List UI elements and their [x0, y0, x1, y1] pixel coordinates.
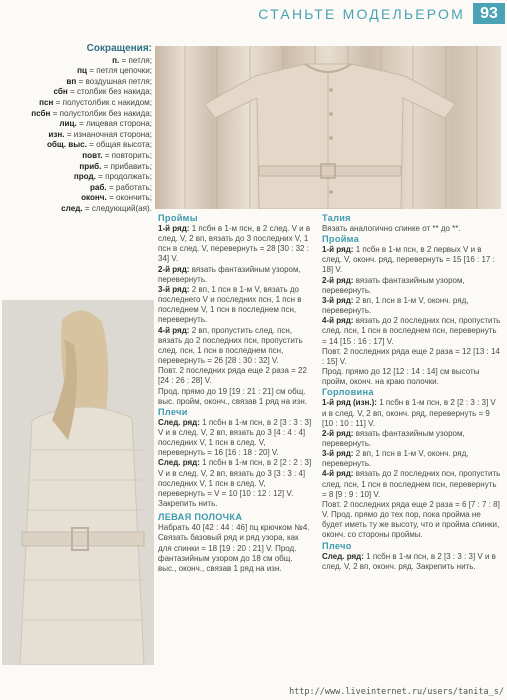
- proimy-row-4: [158, 326, 313, 367]
- proimy-repeat: Повт. 2 последних ряда еще 2 раза = 22 [24 : 26 : 28] V.: [158, 366, 307, 386]
- abbreviation-item: [18, 183, 152, 194]
- model-back-photo: [2, 300, 154, 665]
- row-label: 4-й ряд:: [158, 325, 190, 335]
- abbreviation-term: приб.: [79, 161, 102, 171]
- abbreviation-term: пц: [77, 66, 87, 76]
- row-label: След. ряд:: [158, 458, 200, 468]
- abbreviation-term: раб.: [89, 182, 107, 192]
- proima-row-1: [322, 245, 502, 275]
- abbreviation-term: вп: [66, 76, 77, 86]
- abbreviation-item: [18, 56, 152, 67]
- gorlovina-row-1: [322, 398, 502, 428]
- abbreviation-term: лиц.: [59, 119, 77, 129]
- plechi-row-1: [158, 418, 313, 459]
- heading-taliya: Талия: [322, 213, 351, 223]
- row-label: 3-й ряд:: [322, 449, 354, 459]
- abbreviation-meaning: = продолжать;: [98, 172, 152, 182]
- proimy-row-3: [158, 285, 313, 326]
- abbreviation-meaning: = полустолбик без накида;: [52, 108, 152, 118]
- row-text: 1 псбн в 1-м псн, в 2 след. V и в след. V, 2 вп, вязать до 3 последних V, 1 псн в след. V, перевернуть = 28 [30 : 32 : 34] V.: [158, 224, 311, 264]
- proima-row-4: [322, 316, 502, 346]
- abbreviation-item: [18, 77, 152, 88]
- abbreviation-term: общ. выс.: [46, 140, 87, 150]
- proima-continue: Прод. прямо до 12 [12 : 14 : 14] см высоты пройм, оконч. на краю полочки.: [322, 367, 480, 387]
- abbreviation-meaning: = повторить;: [104, 150, 152, 160]
- page-number-badge: 93: [473, 3, 505, 24]
- row-label: 2-й ряд:: [158, 264, 190, 274]
- row-label: 4-й ряд:: [322, 469, 354, 479]
- abbreviation-term: сбн: [53, 87, 68, 97]
- row-text: 2 вп, 1 псн в 1-м V, оконч. ряд, перевернуть.: [322, 295, 469, 316]
- abbreviation-item: [18, 172, 152, 183]
- instructions-column-1: [158, 213, 313, 574]
- abbreviation-item: [18, 87, 152, 98]
- row-text: 2 вп, 1 псн в 1-м V, вязать до последнего V и последних псн, 1 псн в последнем V, 1 псн в последнем псн, перевернуть.: [158, 284, 302, 325]
- plecho-row-1: [322, 552, 502, 572]
- abbreviation-term: псн: [39, 97, 54, 107]
- abbreviation-term: п.: [112, 55, 120, 65]
- row-label: 3-й ряд:: [158, 284, 190, 294]
- abbreviation-item: [18, 109, 152, 120]
- abbreviations-items: [18, 56, 152, 215]
- abbreviation-meaning: = изнаночная сторона;: [66, 129, 152, 139]
- gorlovina-row-4: [322, 469, 502, 499]
- abbreviations-title: Сокращения:: [86, 43, 152, 54]
- taliya-text: Вязать аналогично спинке от ** до **.: [322, 224, 461, 233]
- abbreviation-term: изн.: [48, 129, 65, 139]
- row-label: 3-й ряд:: [322, 295, 354, 305]
- abbreviations-list: [18, 44, 152, 215]
- proimy-row-2: [158, 265, 313, 285]
- row-label: 1-й ряд:: [322, 245, 354, 255]
- proima-row-3: [322, 296, 502, 316]
- abbreviation-item: [18, 66, 152, 77]
- row-text: вязать фантазийным узором, перевернуть.: [158, 264, 301, 284]
- heading-proima: Пройма: [322, 234, 360, 245]
- abbreviation-item: [18, 140, 152, 151]
- gorlovina-row-3: [322, 449, 502, 469]
- row-label: 2-й ряд:: [322, 428, 354, 438]
- abbreviation-term: прод.: [73, 172, 96, 182]
- section-title: СТАНЬТЕ МОДЕЛЬЕРОМ: [258, 6, 465, 22]
- abbreviation-item: [18, 204, 152, 215]
- abbreviation-meaning: = лицевая сторона;: [79, 119, 152, 129]
- row-text: 1 псбн в 1-м псн, в 2 [3 : 3 : 3] V и в след. V, 2 вп, вязать до 3 [4 : 4 : 4] последних V, 1 псн в след. V, перевернуть = 16 [16 : 18 : 20] V.: [158, 417, 312, 458]
- abbreviation-item: [18, 162, 152, 173]
- abbreviation-item: [18, 130, 152, 141]
- abbreviation-item: [18, 193, 152, 204]
- abbreviation-meaning: = петля цепочки;: [89, 66, 152, 76]
- row-text: 1 псбн в 1-м псн, в 2 [2 : 2 : 3] V и в след. V, 2 вп, вязать до 3 [3 : 3 : 4] последних V, 1 псн в след. V, перевернуть = V = 10 [10 : 12 : 12] V. Закрепить нить.: [158, 458, 312, 509]
- row-label: 1-й ряд:: [158, 224, 190, 233]
- row-text: вязать до 2 последних псн, пропустить след. псн, 1 псн в последнем псн, перевернуть = 14 [15 : 16 : 17] V.: [322, 316, 501, 346]
- abbreviation-term: повт.: [82, 150, 103, 160]
- abbreviation-item: [18, 119, 152, 130]
- row-label: След. ряд:: [158, 417, 200, 427]
- instructions-column-2: [322, 213, 502, 572]
- gorlovina-row-2: [322, 429, 502, 449]
- abbreviation-meaning: = столбик без накида;: [70, 87, 152, 97]
- proimy-continue: Прод. прямо до 19 [19 : 21 : 21] см общ. выс. пройм, оконч., связав 1 ряд на изн.: [158, 386, 308, 406]
- levaya-polochka-text: Набрать 40 [42 : 44 : 46] пц крючком №4. Связать базовый ряд и ряд узора, как для спинки = 18 [19 : 20 : 21] V. Прод. фантазийным узором до 18 см общ. выс., оконч., связав 1 ряд на изн.: [158, 523, 310, 573]
- source-url[interactable]: http://www.liveinternet.ru/users/tanita_s/: [289, 687, 504, 697]
- abbreviation-meaning: = общая высота;: [89, 140, 152, 150]
- abbreviation-meaning: = работать;: [108, 182, 152, 192]
- row-label: 1-й ряд (изн.):: [322, 398, 377, 408]
- abbreviation-meaning: = следующий(ая).: [84, 203, 152, 213]
- row-label: 2-й ряд:: [322, 275, 354, 285]
- row-text: 2 вп, пропустить след. псн, вязать до 2 последних псн, пропустить след. псн, 1 псн в последнем псн, перевернуть = 26 [28 : 30 : 32] V.: [158, 325, 303, 366]
- abbreviation-item: [18, 98, 152, 109]
- abbreviation-meaning: = петля;: [121, 55, 152, 65]
- row-text: вязать фантазийным узором, перевернуть.: [322, 428, 465, 448]
- row-text: 1 псбн в 1-м псн, в 2 [2 : 3 : 3] V и в след. V, 2 вп, оконч. ряд, перевернуть = 9 [10 : 10 : 11] V.: [322, 398, 496, 428]
- row-text: 1 псбн в 1-м псн, в 2 [3 : 3 : 3] V и в след. V, 2 вп, оконч. ряд. Закрепить нить.: [322, 551, 496, 571]
- abbreviation-meaning: = окончить;: [109, 193, 152, 203]
- heading-levaya-polochka: ЛЕВАЯ ПОЛОЧКА: [158, 512, 243, 523]
- proima-row-2: [322, 276, 502, 296]
- heading-proimy: Проймы: [158, 213, 198, 223]
- row-label: 4-й ряд:: [322, 316, 354, 326]
- proima-repeat: Повт. 2 последних ряда еще 2 раза = 12 [13 : 14 : 15] V.: [322, 346, 500, 366]
- heading-plecho: Плечо: [322, 540, 352, 551]
- abbreviation-meaning: = полустолбик с накидом;: [55, 97, 152, 107]
- abbreviation-term: оконч.: [81, 193, 107, 203]
- row-text: вязать фантазийным узором, перевернуть.: [322, 275, 465, 295]
- proimy-row-1: [158, 224, 313, 265]
- row-text: 2 вп, 1 псн в 1-м V, оконч. ряд, перевернуть.: [322, 449, 469, 469]
- heading-plechi: Плечи: [158, 406, 188, 417]
- row-label: След. ряд:: [322, 551, 364, 561]
- abbreviation-item: [18, 151, 152, 162]
- abbreviation-meaning: = прибавить;: [103, 161, 152, 171]
- abbreviation-term: след.: [61, 203, 83, 213]
- row-text: 1 псбн в 1-м псн, в 2 первых V и в след. V, оконч. ряд, перевернуть = 15 [16 : 17 : 18] V.: [322, 245, 495, 275]
- cardigan-flatlay-photo: [155, 46, 501, 209]
- abbreviation-term: псбн: [31, 108, 51, 118]
- abbreviation-meaning: = воздушная петля;: [78, 76, 152, 86]
- row-text: вязать до 2 последних псн, пропустить след. псн, 1 псн в последнем псн, перевернуть = 8 [9 : 9 : 10] V.: [322, 469, 501, 499]
- plechi-row-2: [158, 458, 313, 509]
- heading-gorlovina: Горловина: [322, 387, 374, 398]
- gorlovina-repeat: Повт. 2 последних ряда еще 2 раза = 6 [7 : 7 : 8] V. Прод. прямо до тех пор, пока пройма не будет иметь ту же высоту, что и пройма спинки, оконч. со стороны проймы.: [322, 499, 500, 540]
